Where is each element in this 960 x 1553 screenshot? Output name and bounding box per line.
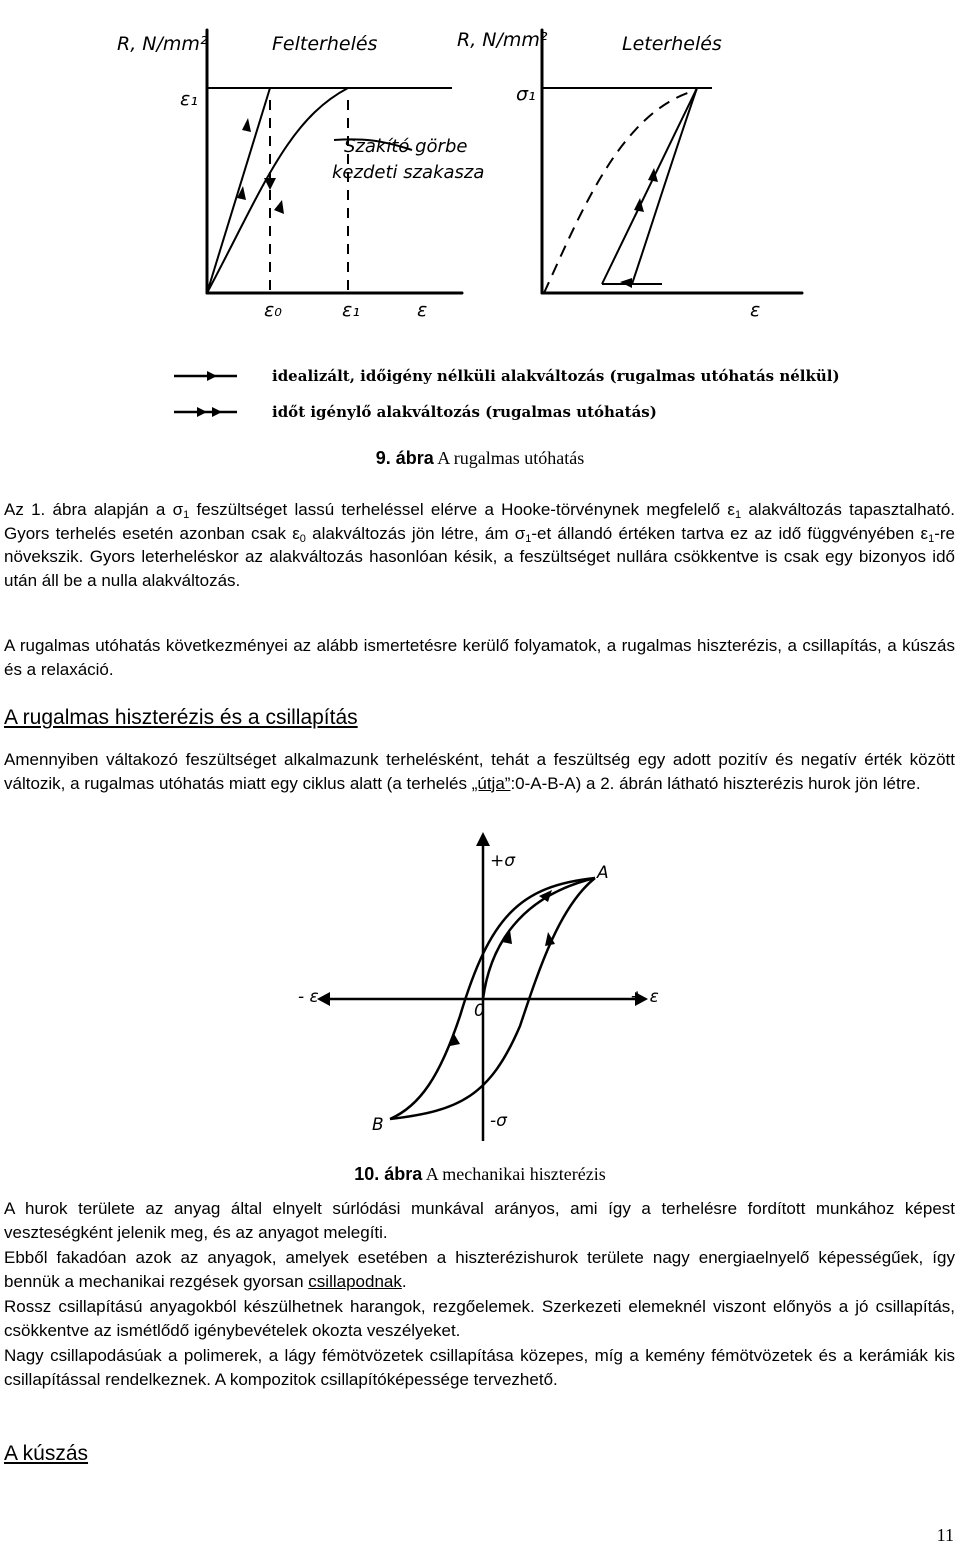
fig1-right-ylabel: R, N/mm² — [457, 29, 548, 51]
fig1-annotation-line2: kezdeti szakasza — [332, 162, 485, 183]
caption-10-text: A mechanikai hiszterézis — [422, 1164, 606, 1184]
fig1-x-eps-left: ε — [417, 299, 428, 321]
damping-link[interactable]: csillapodnak — [308, 1271, 402, 1291]
paragraph-consequences: A rugalmas utóhatás következményei az alább ismertetésre kerülő folyamatok, a rugalmas hiszterézis, a csillapítás, a kúszás és a relaxáció. — [4, 636, 955, 679]
fig1-left-eps1-y: ε₁ — [180, 88, 198, 110]
fig1-x-eps-right: ε — [750, 299, 761, 321]
fig1-x-eps0: ε₀ — [264, 299, 282, 321]
fig1-legend-ideal: idealizált, időigény nélküli alakváltozás (rugalmas utóhatás nélkül) — [272, 367, 840, 385]
path-link[interactable]: „útja” — [471, 773, 511, 793]
fig2-origin: 0 — [474, 1001, 485, 1021]
caption-9-text: A rugalmas utóhatás — [433, 448, 585, 468]
fig1-left-title: Felterhelés — [272, 33, 378, 55]
fig1-left-ylabel: R, N/mm² — [117, 33, 208, 55]
paragraph-elastic-aftereffect: Az 1. ábra alapján a $\sigma_1$ feszültséget lassú terheléssel elérve a Hooke-törvénynek megfelelő $\varepsilon_1$ alakváltozás tapasztalható. Gyors terhelés esetén azonban csak $\varepsilon_0$ alakváltozás jön létre, ám $\sigma_1-et$ állandó értéken tartva ez az idő függvényében $\varepsilon_1-re$ növekszik. Gyors leterheléskor az alakváltozás hasonlóan késik, a feszültséget nullára csökkentve is csak egy bizonyos idő után áll be a nulla alakváltozás. — [4, 500, 955, 590]
figure-mechanical-hysteresis — [290, 826, 680, 1160]
fig1-legend-time: időt igénylő alakváltozás (rugalmas utóhatás) — [272, 403, 657, 421]
fig2-point-a: A — [597, 863, 609, 883]
caption-10-number: 10. ábra — [354, 1164, 423, 1184]
fig2-point-b: B — [372, 1115, 384, 1135]
fig1-right-sigma1: σ₁ — [516, 83, 536, 105]
paragraph-loop-area: A hurok területe az anyag által elnyelt súrlódási munkával arányos, ami így a terhelésre fordított munkához képest veszteségként jelenik meg, és az anyagot melegíti. — [4, 1199, 955, 1242]
figure-elastic-aftereffect — [112, 10, 872, 442]
fig2-y-neg: -σ — [490, 1111, 507, 1131]
heading-creep: A kúszás — [4, 1442, 89, 1465]
figure-10-caption — [0, 1164, 960, 1185]
fig1-right-title: Leterhelés — [622, 33, 722, 55]
fig2-y-pos: +σ — [490, 851, 516, 871]
fig1-annotation-line1: Szakító görbe — [344, 136, 468, 157]
fig2-x-pos: + ε — [630, 987, 659, 1007]
paragraph-energy-absorb: Ebből fakadóan azok az anyagok, amelyek esetében a hiszterézishurok területe nagy energiaelnyelő képességűek, így bennük a mechanikai rezgések gyorsan csillapodnak. — [4, 1248, 955, 1291]
fig1-x-eps1: ε₁ — [342, 299, 360, 321]
paragraph-hysteresis: Amennyiben váltakozó feszültséget alkalmazunk terhelésként, tehát a feszültség egy adott pozitív és negatív érték között változik, a rugalmas utóhatás miatt egy ciklus alatt (a terhelés „útja”:0-A-B-A) a 2. ábrán látható hiszterézis hurok jön létre. — [4, 750, 955, 793]
paragraph-materials-damping: Nagy csillapodásúak a polimerek, a lágy fémötvözetek csillapítása közepes, míg a kemény fémötvözetek és a kerámiák kis csillapítással rendelkeznek. A kompozitok csillapítóképessége tervezhető. — [4, 1346, 955, 1389]
caption-9-number: 9. ábra — [375, 448, 434, 468]
figure-9-caption — [0, 448, 960, 469]
heading-hysteresis: A rugalmas hiszterézis és a csillapítás — [4, 706, 358, 729]
fig2-x-neg: - ε — [298, 987, 319, 1007]
paragraph-bad-damping: Rossz csillapítású anyagokból készülhetnek harangok, rezgőelemek. Szerkezeti elemeknél viszont előnyös a jó csillapítás, csökkentve az ismétlődő igénybevételek okozta veszélyeket. — [4, 1297, 955, 1340]
page-number: 11 — [936, 1525, 954, 1545]
